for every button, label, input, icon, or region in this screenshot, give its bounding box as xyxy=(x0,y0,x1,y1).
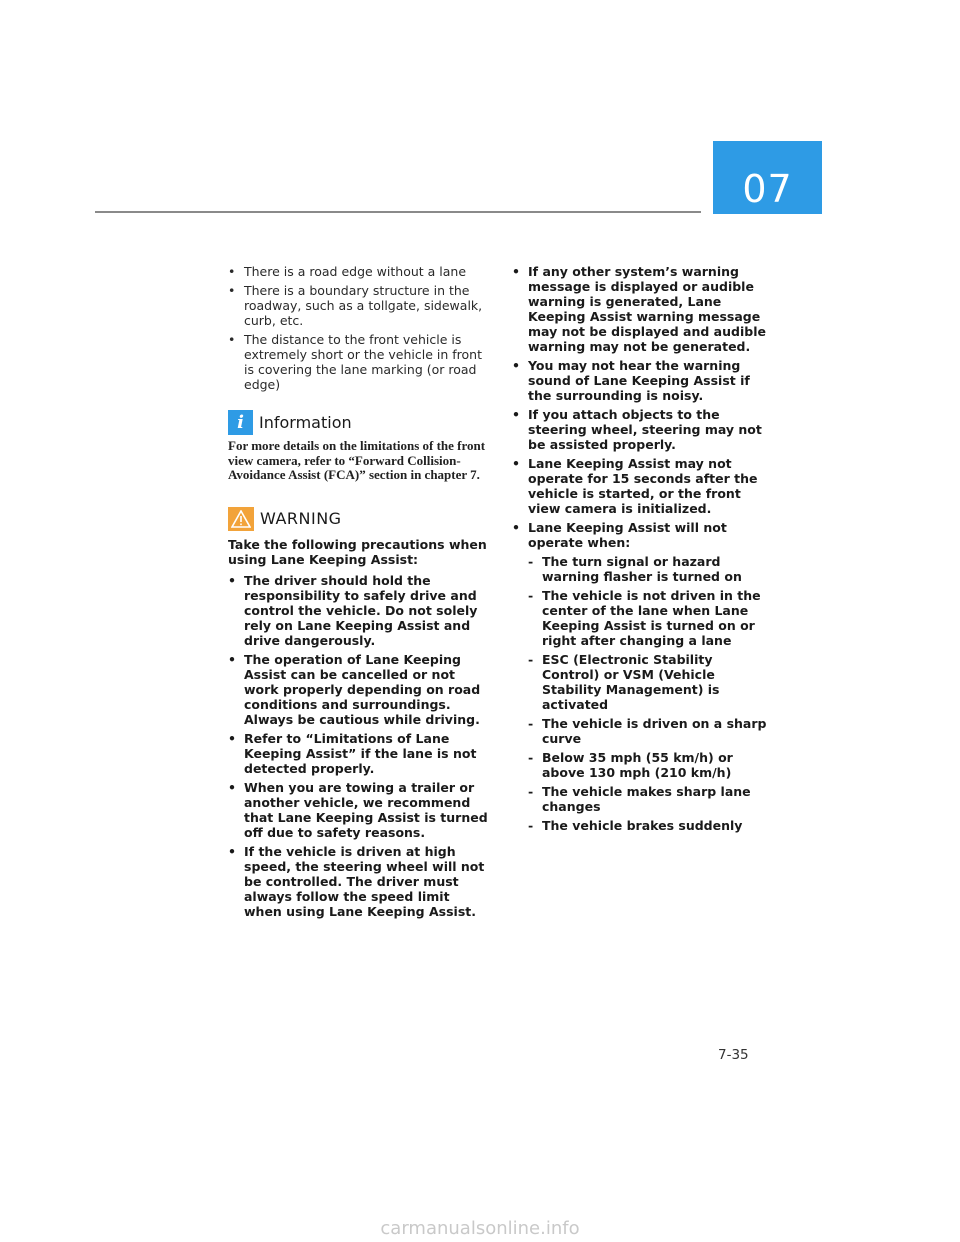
list-item: • You may not hear the warning sound of Lane Keeping Assist if the surrounding is noisy. xyxy=(512,358,774,403)
chapter-number: 07 xyxy=(742,167,793,211)
list-item: • When you are towing a trailer or another vehicle, we recommend that Lane Keeping Assist is turned off due to safety reasons. xyxy=(228,780,488,840)
information-title: Information xyxy=(259,413,352,432)
sub-list-item: - The vehicle brakes suddenly xyxy=(528,818,774,833)
list-item: • If you attach objects to the steering wheel, steering may not be assisted properly. xyxy=(512,407,774,452)
list-item: • The distance to the front vehicle is extremely short or the vehicle in front is covering the lane marking (or road edge) xyxy=(228,332,488,392)
header-rule xyxy=(95,211,701,213)
info-icon: i xyxy=(228,410,253,435)
warning-title: WARNING xyxy=(260,509,342,528)
list-item xyxy=(512,520,774,833)
warning-list-continued xyxy=(512,264,774,833)
sub-list-item: - The vehicle makes sharp lane changes xyxy=(528,784,774,814)
sub-list xyxy=(528,554,774,833)
list-item: • The driver should hold the responsibility to safely drive and control the vehicle. Do not solely rely on Lane Keeping Assist and drive dangerously. xyxy=(228,573,488,648)
sub-list-item: - ESC (Electronic Stability Control) or VSM (Vehicle Stability Management) is activated xyxy=(528,652,774,712)
limitation-list xyxy=(228,264,488,392)
chapter-tab xyxy=(713,141,822,214)
warning-header xyxy=(228,507,488,531)
list-item: • If any other system’s warning message is displayed or audible warning is generated, Lane Keeping Assist warning message may not be displayed and audible warning may not be generated. xyxy=(512,264,774,354)
sub-list-item: - The turn signal or hazard warning flasher is turned on xyxy=(528,554,774,584)
right-column xyxy=(512,264,774,837)
list-item: • Lane Keeping Assist may not operate for 15 seconds after the vehicle is started, or the front view camera is initialized. xyxy=(512,456,774,516)
sub-list-item: - The vehicle is not driven in the center of the lane when Lane Keeping Assist is turned on or right after changing a lane xyxy=(528,588,774,648)
warning-list xyxy=(228,573,488,919)
page-number: 7-35 xyxy=(718,1047,749,1063)
warning-icon xyxy=(228,507,254,531)
list-item: • Refer to “Limitations of Lane Keeping Assist” if the lane is not detected properly. xyxy=(228,731,488,776)
list-item: • There is a boundary structure in the roadway, such as a tollgate, sidewalk, curb, etc. xyxy=(228,283,488,328)
information-body: For more details on the limitations of the front view camera, refer to “Forward Collision-Avoidance Assist (FCA)” section in chapter 7. xyxy=(228,438,486,482)
sub-list-item: - Below 35 mph (55 km/h) or above 130 mph (210 km/h) xyxy=(528,750,774,780)
sub-list-item: - The vehicle is driven on a sharp curve xyxy=(528,716,774,746)
information-header xyxy=(228,410,488,435)
list-item: • The operation of Lane Keeping Assist can be cancelled or not work properly depending on road conditions and surroundings. Always be cautious while driving. xyxy=(228,652,488,727)
list-item: • If the vehicle is driven at high speed, the steering wheel will not be controlled. The driver must always follow the speed limit when using Lane Keeping Assist. xyxy=(228,844,488,919)
list-item-text: Lane Keeping Assist will not operate when: xyxy=(528,520,727,550)
warning-intro: Take the following precautions when using Lane Keeping Assist: xyxy=(228,536,487,567)
left-column xyxy=(228,264,488,923)
list-item: • There is a road edge without a lane xyxy=(228,264,488,279)
watermark: carmanualsonline.info xyxy=(380,1218,580,1239)
